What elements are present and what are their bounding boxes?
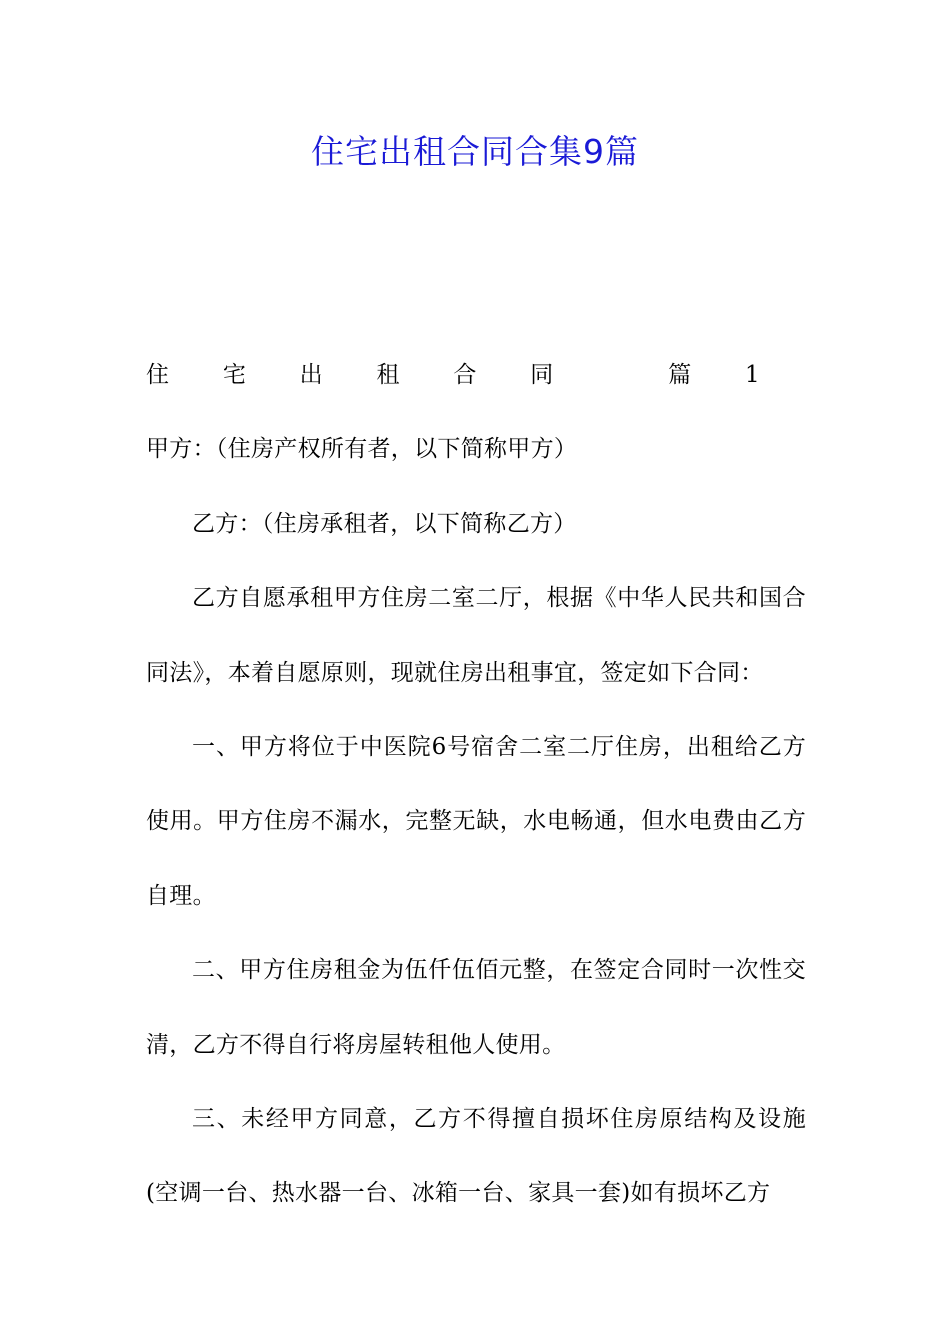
- paragraph-clause-2: 二、甲方住房租金为伍仟伍佰元整，在签定合同时一次性交清，乙方不得自行将房屋转租他人使用。: [146, 957, 806, 1058]
- paragraph-clause-3: 三、未经甲方同意，乙方不得擅自损坏住房原结构及设施(空调一台、热水器一台、冰箱一台、家具一套)如有损坏乙方: [146, 1106, 806, 1207]
- section-heading-number: 篇1: [607, 362, 760, 388]
- paragraph-preamble: 乙方自愿承租甲方住房二室二厅，根据《中华人民共和国合同法》，本着自愿原则，现就住房出租事宜，签定如下合同：: [146, 585, 806, 686]
- paragraph-heading: [146, 338, 806, 487]
- contract-body: [146, 338, 806, 1231]
- party-a-clause: 甲方：（住房产权所有者，以下简称甲方）: [146, 436, 578, 463]
- paragraph-clause-1: 一、甲方将位于中医院6号宿舍二室二厅住房，出租给乙方使用。甲方住房不漏水，完整无缺，水电畅通，但水电费由乙方自理。: [146, 734, 806, 909]
- section-heading-label: 住宅出租合同: [146, 362, 608, 388]
- paragraph-party-b: 乙方：（住房承租者，以下简称乙方）: [192, 510, 577, 537]
- document-title: 住宅出租合同合集9篇: [311, 132, 639, 171]
